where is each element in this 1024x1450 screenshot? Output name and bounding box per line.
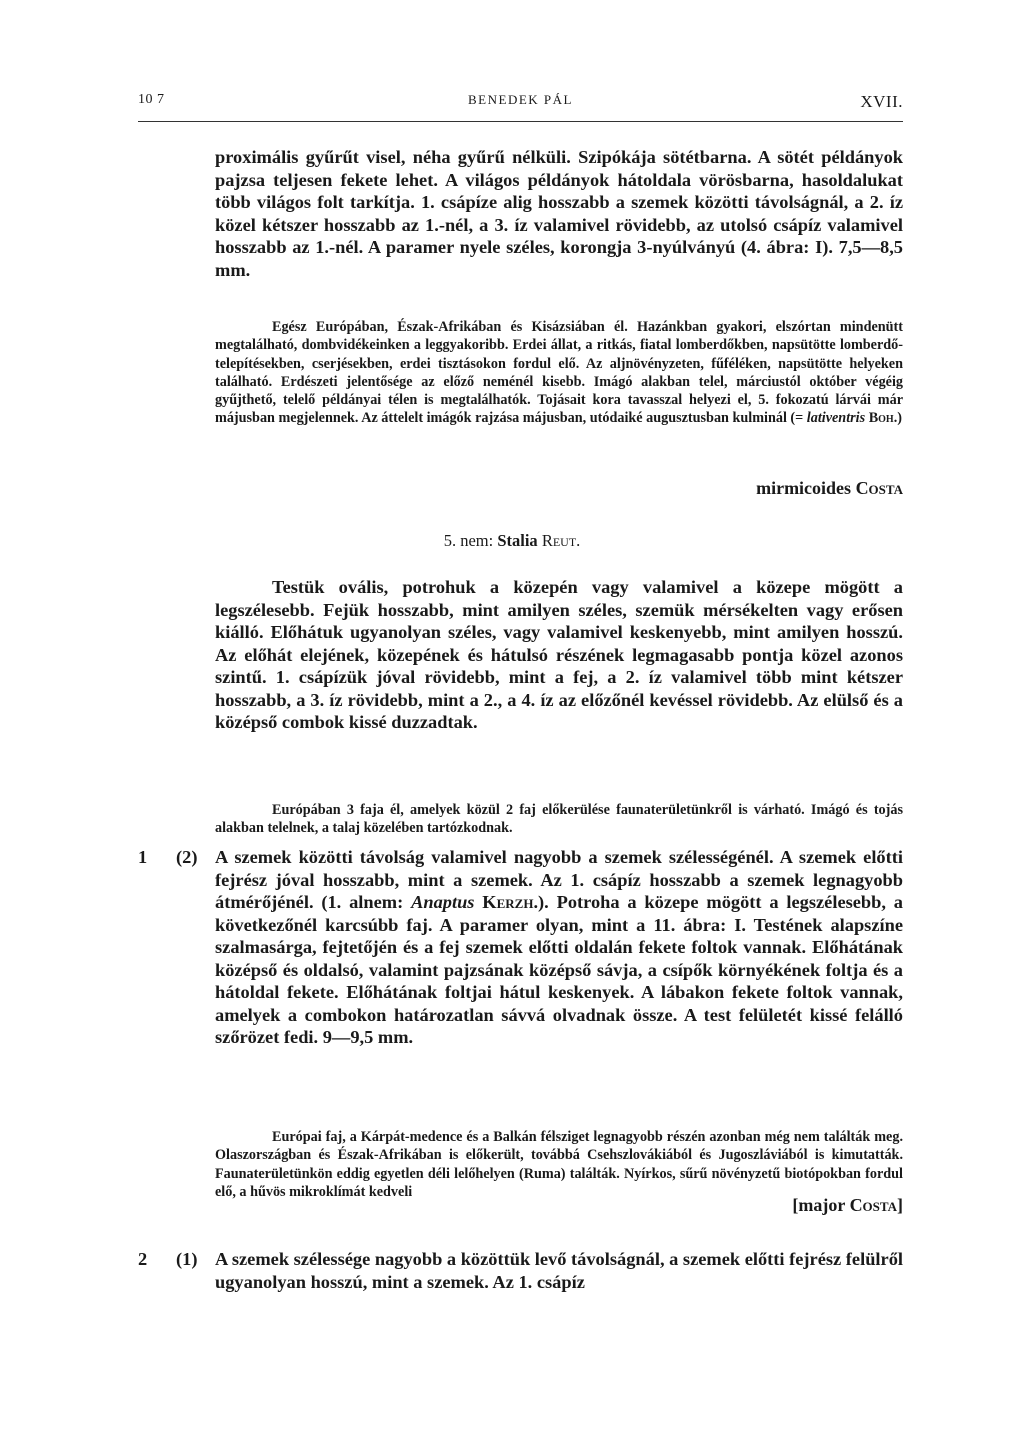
continued-description <box>215 146 903 281</box>
species-name-major: [major Costa] <box>792 1195 903 1215</box>
key-text: A szemek szélessége nagyobb a közöttük levő távolságnál, a szemek előtti fejrész felülről ugyanolyan hosszú, mint a szemek. Az 1. csápíz <box>215 1249 903 1292</box>
subgenus-author: Kerzh <box>482 892 534 912</box>
section-number: XVII. <box>860 92 903 111</box>
synonym-author: Boh <box>868 410 894 427</box>
subgenus-name: Anaptus <box>411 892 475 912</box>
key-number: 1 <box>138 847 148 867</box>
distribution-note-1 <box>215 318 903 428</box>
key-number: 2 <box>138 1249 148 1269</box>
genus-note <box>215 801 903 838</box>
small-paragraph: Egész Európában, Észak-Afrikában és Kisázsiában él. Hazánkban gyakori, elszórtan mindenütt megtalálható, dombvidékeinken a leggyakoribb. Erdei állat, a ritkás, fiatal lomberdőkben, napsütötte lomberdő-telepítésekben, cserjésekben, erdei tisztásokon fordul elő. Az aljnövényzeten, fűféléken, napsütötte helyeken található. Erdészeti jelentősége az előző neménél kisebb. Imágó alakban telel, márciustól október végéig gyűjthető, telelő példányai télen is megtalálhatók. Tojásait kora tavasszal helyezi el, 5. fokozatú lárvái már májusban megjelennek. Az áttelelt imágók rajzása májusban, utódaiké augusztusban kulminál (= lativentris Boh.) <box>215 319 903 427</box>
paragraph-continued: proximális gyűrűt visel, néha gyűrű nélküli. Szipókája sötétbarna. A sötét példányok pajzsa teljesen fekete lehet. A világos példányok hátoldala vörösbarna, hasoldalukat több világos folt tarkítja. 1. csápíze alig hosszabb a szemek közötti távolságnál, a 2. íz közel kétszer hosszabb az 1.-nél, a 3. íz valamivel rövidebb, az utolsó csápíz valamivel hosszabb az 1.-nél. A paramer nyele széles, korongja 3-nyúlványú (4. ábra: I). 7,5—8,5 mm. <box>215 147 903 280</box>
paragraph-genus: Testük ovális, potrohuk a közepén vagy valamivel a közepe mögött a legszélesebb. Fejük hosszabb, mint amilyen széles, szemük mérsékelten vagy erősen kiálló. Előhátuk ugyanolyan széles, vagy valamivel keskenyebb, mint amilyen hosszú. Az előhát elejének, közepének és hátulsó részének legmagasabb pontja közel azonos szintű. 1. csápízük jóval rövidebb, mint a fej, a 2. íz valamivel több mint kétszer hosszabb, a 3. íz rövidebb, mint a 2., a 4. íz az előzőnél kevéssel rövidebb. Az elülső és a középső combok kissé duzzadtak. <box>215 577 903 732</box>
genus-heading: 5. nem: Stalia Reut. <box>443 531 581 550</box>
distribution-note-2 <box>215 1128 903 1201</box>
synonym-name: lativentris <box>806 410 866 427</box>
running-title: BENEDEK PÁL <box>468 92 573 107</box>
species-name-mirmicoides: mirmicoides Costa <box>756 478 903 498</box>
header-rule <box>138 121 903 122</box>
key-text: A szemek közötti távolság valamivel nagyobb a szemek szélességénél. A szemek előtti fejrész jóval hosszabb, mint a szemek. Az 1. csápíz hosszabb a szemek legnagyobb átmérőjénél. (1. alnem: Anaptus Kerzh.). Potroha a közepe mögött a legszélesebb, a következőnél karcsúbb faj. A paramer olyan, mint a 11. ábra: I. Testének alapszíne szalmasárga, fejtetőjén és a fej szemek előtti oldalán fekete foltok vannak. Előhátának középső és oldalsó, valamint pajzsának középső sávja, a csípők környékének foltja és a hátoldal fekete. Előhátának foltjai hátul keskenyek. A lábakon fekete foltok vannak, amelyek a combokon határozatlan sávvá olvadnak össze. A test felületét kissé felálló szőrözet fedi. 9—9,5 mm. <box>215 847 903 1047</box>
genus-description <box>215 576 903 734</box>
small-paragraph: Európában 3 faja él, amelyek közül 2 faj előkerülése faunaterületünkről is várható. Imágó és tojás alakban telelnek, a talaj közelében tartózkodnak. <box>215 802 903 837</box>
running-header <box>138 92 903 116</box>
key-reference: (2) <box>176 847 198 867</box>
key-reference: (1) <box>176 1249 198 1269</box>
page-number: 10 7 <box>138 92 165 107</box>
small-paragraph: Európai faj, a Kárpát-medence és a Balkán félsziget legnagyobb részén azonban még nem találták meg. Olaszországban és Észak-Afrikában is előkerült, továbbá Csehszlovákiából és Jugoszláviából is kimutatták. Faunaterületünkön eddig egyetlen déli lelőhelyen (Ruma) találták. Nyírkos, sűrű növényzetű biotópokban fordul elő, a hűvös mikroklímát kedveli <box>215 1129 903 1200</box>
